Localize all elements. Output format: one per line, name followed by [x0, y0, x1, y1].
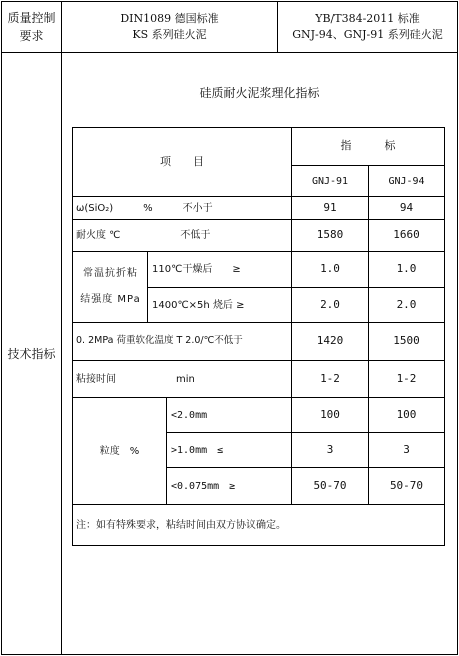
inner-right-border [444, 127, 445, 546]
inner-bottom-border [72, 545, 444, 546]
row-particle-over1-gnj91: 3 [326, 442, 334, 456]
row-softening-gnj91: 1420 [316, 334, 344, 348]
row-bonding-time-gnj91: 1-2 [320, 371, 340, 385]
header-divider [1, 52, 458, 53]
row-bonding-time-gnj94: 1-2 [396, 371, 417, 385]
inner-particle-divider [166, 397, 167, 505]
header-din-standard [62, 2, 277, 52]
table-title: 硅质耐火泥浆理化指标 [199, 86, 320, 100]
header-yb-line2: GNJ-94、GNJ-91 系列硅火泥 [292, 28, 443, 41]
row-particle-under2-label: <2.0mm [171, 409, 208, 421]
row-softening-gnj94: 1500 [393, 334, 420, 348]
row-sio2-gnj94: 94 [399, 200, 414, 214]
row-refractoriness-gnj94: 1660 [393, 228, 420, 242]
row-strength-110-gnj91: 1.0 [320, 262, 340, 276]
row-strength-110-gnj94: 1.0 [396, 262, 417, 276]
header-din-line1: DIN1089 德国标准 [120, 11, 219, 25]
row-strength-group-label: 常温抗折粘 结强度 MPa [80, 268, 141, 305]
side-label-technical-index: 技术指标 [7, 346, 56, 361]
row-softening-label: 0. 2MPa 荷重软化温度 T 2.0/℃不低于 [76, 335, 243, 347]
item-header: 项 目 [160, 154, 204, 168]
table-note: 注：如有特殊要求，粘结时间由双方协议确定。 [76, 519, 286, 531]
row-strength-1400-gnj94: 2.0 [396, 297, 417, 311]
row-strength-1400-gnj91: 2.0 [320, 297, 340, 311]
inner-strength-divider [147, 251, 148, 323]
index-header: 指 标 [340, 139, 396, 153]
row-particle-group-label: 粒度 % [99, 445, 140, 457]
header-yb-standard [278, 2, 457, 52]
row-particle-over1-label: >1.0mm ≤ [171, 444, 224, 456]
row-particle-under2-gnj91: 100 [320, 407, 340, 421]
row-refractoriness-gnj91: 1580 [316, 228, 344, 242]
header-yb-line1: YB/T384-2011 标准 [315, 11, 420, 25]
header-quality-requirement: 质量控制 要求 [7, 11, 56, 43]
row-strength-110-label: 110℃干燥后 ≥ [152, 264, 241, 275]
row-refractoriness-label: 耐火度 ℃ 不低于 [76, 230, 211, 241]
row-strength-1400-label: 1400℃×5h 烧后 ≥ [152, 299, 245, 311]
outer-bottom-border [1, 654, 458, 655]
row-particle-fine-gnj94: 50-70 [389, 478, 424, 492]
row-sio2-label: ω(SiO₂) % 不小于 [76, 202, 213, 214]
row-particle-under2-gnj94: 100 [396, 407, 417, 421]
row-particle-fine-label: <0.075mm ≥ [171, 480, 236, 492]
row-particle-fine-gnj91: 50-70 [313, 478, 347, 492]
grade-gnj94-header: GNJ-94 [388, 175, 425, 187]
header-din-line2: KS 系列硅火泥 [132, 28, 207, 41]
outer-right-border [457, 1, 458, 655]
row-sio2-gnj91: 91 [323, 200, 337, 214]
grade-gnj91-header: GNJ-91 [311, 175, 349, 187]
row-particle-over1-gnj94: 3 [403, 442, 410, 456]
row-bonding-time-label: 粘接时间 min [76, 373, 195, 385]
